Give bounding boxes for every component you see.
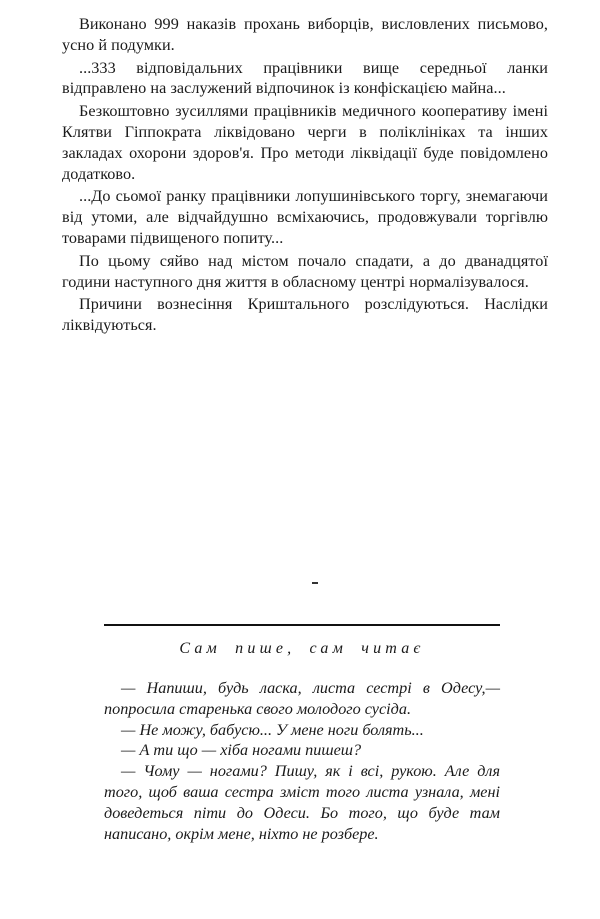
dialogue-line: — Напиши, будь ласка, листа сестрі в Одесу,— попросила старенька свого молодого сусіда.: [104, 679, 500, 718]
paragraph: ...До сьомої ранку працівники лопушинівського торгу, знемагаючи від утоми, але відчайдушно всміхаючись, продовжували торгівлю товарами підвищеного попиту...: [62, 187, 548, 247]
paragraph: Виконано 999 наказів прохань виборців, висловлених письмово, усно й подумки.: [62, 15, 548, 54]
dialogue-line: — А ти що — хіба ногами пишеш?: [121, 741, 362, 760]
paragraph: ...333 відповідальних працівники вище середньої ланки відправлено на заслужений відпочинок із конфіскацією майна...: [62, 58, 548, 98]
story-title: Сам пише, сам читає: [179, 640, 425, 657]
section-divider: [104, 624, 500, 626]
news-section: [62, 14, 548, 338]
dialogue-line: — Чому — ногами? Пишу, як і всі, рукою. Але для того, щоб ваша сестра зміст того листа узнала, мені доведеться піти до Одеси. Бо того, що буде там написано, окрім мене, ніхто не розбере.: [104, 762, 500, 843]
paragraph: Причини вознесіння Криштального розслідуються. Наслідки ліквідуються.: [62, 295, 548, 335]
stray-mark: [312, 582, 318, 584]
paragraph: Безкоштовно зусиллями працівників медичного кооперативу імені Клятви Гіппократа ліквідовано черги в поліклініках та інших закладах охорони здоров'я. Про методи ліквідації буде повідомлено додатково.: [62, 102, 548, 183]
story-body: [104, 678, 500, 844]
dialogue-line: — Не можу, бабусю... У мене ноги болять...: [121, 720, 424, 739]
paragraph: По цьому сяйво над містом почало спадати, а до дванадцятої години наступного дня життя в обласному центрі нормалізувалося.: [62, 251, 548, 291]
